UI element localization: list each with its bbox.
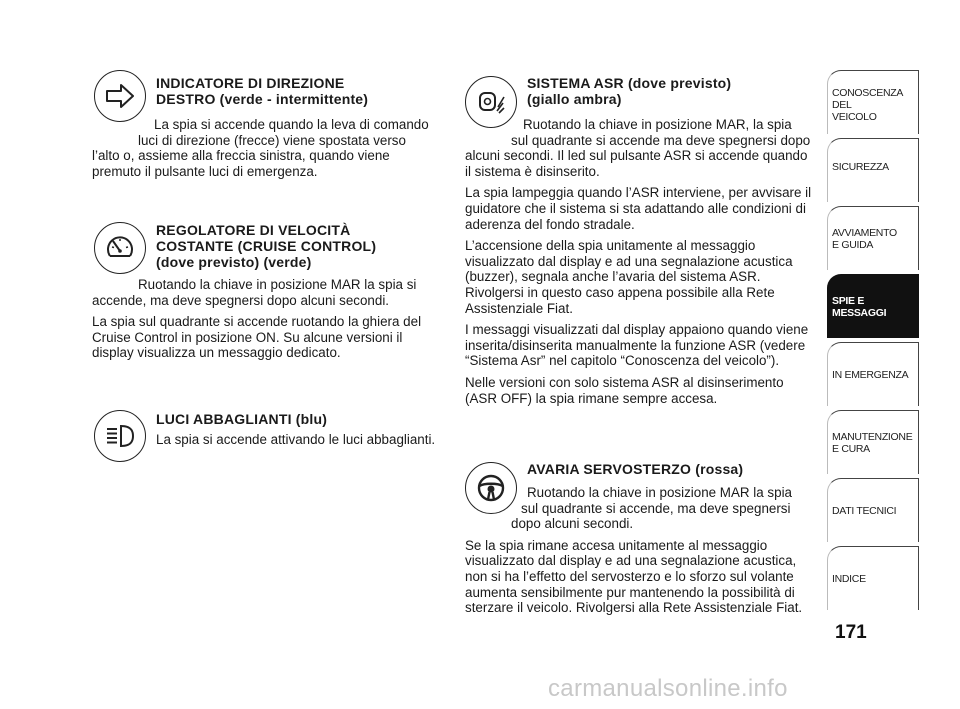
asr-traction-icon [474,85,508,119]
tab-in-emergenza[interactable]: IN EMERGENZA [827,342,919,406]
asr-title: SISTEMA ASR (dove previsto) (giallo ambra) [527,75,732,107]
asr-description: Ruotando la chiave in posizione MAR, la spia sul quadrante si accende ma deve spegnersi dopo alcuni secondi. Il led sul pulsante ASR si accende quando il sistema è disinserito. La spia lampeggia quando l’ASR interviene, per avvisare il guidatore che il sistema si sta adattando alle condizioni di aderenza del fondo stradale. L’accensione della spia unitamente al messaggio visualizzato dal display e ad una segnalazione acustica (buzzer), segnala anche l’avaria del sistema ASR. Rivolgersi in questo caso appena possibile alla Rete Assistenziale Fiat. I messaggi visualizzati dal display appaiono quando viene inserita/disinserita manualmente la funzione ASR (vedere “Sistema Asr” nel capitolo “Conoscenza del veicolo”). Nelle versioni con solo sistema ASR al disinserimento (ASR OFF) la spia rimane sempre accesa. [465,117,812,406]
tab-indice[interactable]: INDICE [827,546,919,610]
tab-conoscenza-del-veicolo[interactable]: CONOSCENZA DEL VEICOLO [827,70,919,134]
power-steering-title: AVARIA SERVOSTERZO (rossa) [527,461,744,477]
turn-signal-indicator [94,70,146,122]
power-steering-description: Ruotando la chiave in posizione MAR la spia sul quadrante si accende, ma deve spegnersi dopo alcuni secondi. Se la spia rimane accesa unitamente al messaggio visualizzato dal display e ad una segnalazione acustica, non si ha l’effetto del servosterzo e lo sforzo sul volante aumenta sensibilmente pur mantenendo la possibilità di sterzare il veicolo. Rivolgersi alla Rete Assistenziale Fiat. [465,485,803,616]
tab-spie-e-messaggi[interactable]: SPIE E MESSAGGI [827,274,919,338]
high-beam-indicator [94,410,146,462]
high-beam-icon [103,419,137,453]
tab-dati-tecnici[interactable]: DATI TECNICI [827,478,919,542]
watermark: carmanualsonline.info [548,675,788,702]
high-beam-description: La spia si accende attivando le luci abbaglianti. [156,432,436,447]
right-arrow-icon [103,79,137,113]
tab-avviamento-e-guida[interactable]: AVVIAMENTO E GUIDA [827,206,919,270]
tab-manutenzione-e-cura[interactable]: MANUTENZIONE E CURA [827,410,919,474]
turn-signal-description: La spia si accende quando la leva di comando luci di direzione (frecce) viene spostata verso l’alto o, assieme alla freccia sinistra, quando viene premuto il pulsante luci di emergenza. [92,117,429,179]
turn-signal-title: INDICATORE DI DIREZIONE DESTRO (verde - intermittente) [156,75,369,107]
chapter-tabs [827,70,919,614]
page-number: 171 [835,622,867,643]
tab-sicurezza[interactable]: SICUREZZA [827,138,919,202]
high-beam-title: LUCI ABBAGLIANTI (blu) [156,411,328,427]
cruise-control-indicator [94,222,146,274]
cruise-control-description: Ruotando la chiave in posizione MAR la spia si accende, ma deve spegnersi dopo alcuni secondi. La spia sul quadrante si accende ruotando la ghiera del Cruise Control in posizione ON. Su alcune versioni il display visualizza un messaggio dedicato. [92,277,422,361]
cruise-control-title: REGOLATORE DI VELOCITÀ COSTANTE (CRUISE CONTROL) (dove previsto) (verde) [156,222,377,270]
speedometer-icon [103,231,137,265]
